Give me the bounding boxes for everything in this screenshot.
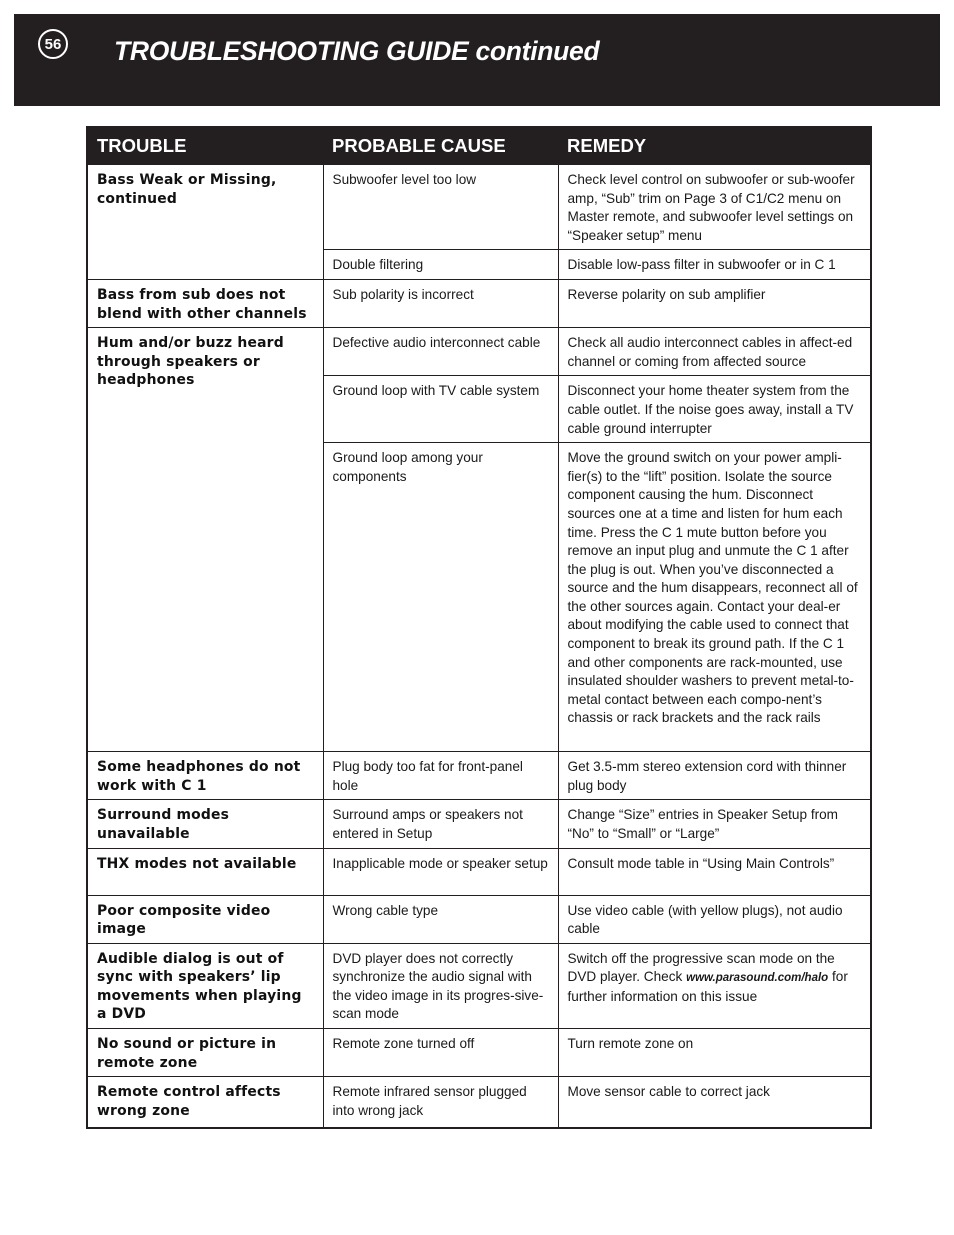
remedy-cell: Use video cable (with yellow plugs), not audio cable bbox=[558, 895, 871, 943]
remedy-cell: Move sensor cable to correct jack bbox=[558, 1077, 871, 1128]
website-url: www.parasound.com/halo bbox=[686, 972, 829, 985]
cause-cell: Subwoofer level too low bbox=[323, 165, 558, 250]
table-row bbox=[87, 165, 871, 250]
remedy-cell: Move the ground switch on your power ampli-fier(s) to the “lift” position. Isolate the source component causing the hum. Disconnect sources one at a time and listen for hum each time. Press the C 1 mute button before you remove an input plug and unmute the C 1 after the plug is out. When you’ve disconnected a source and the hum disappears, reconnect all of the other sources again. Contact your deal-er about modifying the cable used to connect that component to break its ground path. If the C 1 and other components are rack-mounted, use insulated shoulder washers to prevent metal-to-metal contact between each compo-nent’s chassis or rack brackets and the rack rails bbox=[558, 443, 871, 752]
cause-cell: Surround amps or speakers not entered in Setup bbox=[323, 800, 558, 848]
table-row bbox=[87, 943, 871, 1028]
page-title: TROUBLESHOOTING GUIDE continued bbox=[114, 36, 600, 66]
cause-cell: Ground loop among your components bbox=[323, 443, 558, 752]
trouble-cell: Hum and/or buzz heard through speakers or headphones bbox=[87, 328, 323, 752]
cause-cell: Remote zone turned off bbox=[323, 1029, 558, 1077]
trouble-cell: Surround modes unavailable bbox=[87, 800, 323, 848]
cause-cell: Plug body too fat for front-panel hole bbox=[323, 752, 558, 800]
page-number-badge: 56 bbox=[38, 29, 68, 59]
cause-cell: Defective audio interconnect cable bbox=[323, 328, 558, 376]
troubleshooting-table bbox=[86, 126, 872, 1129]
column-header-remedy: REMEDY bbox=[558, 127, 871, 165]
table-row bbox=[87, 1077, 871, 1128]
column-header-trouble: TROUBLE bbox=[87, 127, 323, 165]
trouble-cell: No sound or picture in remote zone bbox=[87, 1029, 323, 1077]
cause-cell: Wrong cable type bbox=[323, 895, 558, 943]
table-row bbox=[87, 328, 871, 376]
remedy-cell: Turn remote zone on bbox=[558, 1029, 871, 1077]
remedy-text: Switch off the progressive scan mode on the DVD player. Check bbox=[567, 950, 835, 985]
remedy-cell: Reverse polarity on sub amplifier bbox=[558, 279, 871, 327]
table-row bbox=[87, 1029, 871, 1077]
remedy-cell: Disable low-pass filter in subwoofer or in C 1 bbox=[558, 250, 871, 280]
cause-cell: Ground loop with TV cable system bbox=[323, 376, 558, 443]
trouble-cell: Poor composite video image bbox=[87, 895, 323, 943]
remedy-cell: Check level control on subwoofer or sub-woofer amp, “Sub” trim on Page 3 of C1/C2 menu on Master remote, and subwoofer level settings on “Speaker setup” menu bbox=[558, 165, 871, 250]
trouble-cell: Audible dialog is out of sync with speakers’ lip movements when playing a DVD bbox=[87, 943, 323, 1028]
remedy-cell bbox=[558, 943, 871, 1028]
trouble-cell: Bass from sub does not blend with other channels bbox=[87, 279, 323, 327]
trouble-cell: Some headphones do not work with C 1 bbox=[87, 752, 323, 800]
remedy-cell: Check all audio interconnect cables in affect-ed channel or coming from affected source bbox=[558, 328, 871, 376]
table-row bbox=[87, 848, 871, 895]
remedy-cell: Get 3.5-mm stereo extension cord with thinner plug body bbox=[558, 752, 871, 800]
table-row bbox=[87, 895, 871, 943]
remedy-cell: Disconnect your home theater system from the cable outlet. If the noise goes away, install a TV cable ground interrupter bbox=[558, 376, 871, 443]
table-row bbox=[87, 800, 871, 848]
trouble-cell: Remote control affects wrong zone bbox=[87, 1077, 323, 1128]
remedy-text: for further information on this issue bbox=[567, 969, 848, 1004]
table-row bbox=[87, 279, 871, 327]
table-row bbox=[87, 752, 871, 800]
cause-cell: Remote infrared sensor plugged into wrong jack bbox=[323, 1077, 558, 1128]
cause-cell: Sub polarity is incorrect bbox=[323, 279, 558, 327]
table-header-row bbox=[87, 127, 871, 165]
trouble-cell: Bass Weak or Missing, continued bbox=[87, 165, 323, 280]
cause-cell: Inapplicable mode or speaker setup bbox=[323, 848, 558, 895]
remedy-cell: Change “Size” entries in Speaker Setup from “No” to “Small” or “Large” bbox=[558, 800, 871, 848]
remedy-cell: Consult mode table in “Using Main Controls” bbox=[558, 848, 871, 895]
trouble-cell: THX modes not available bbox=[87, 848, 323, 895]
cause-cell: Double filtering bbox=[323, 250, 558, 280]
column-header-cause: PROBABLE CAUSE bbox=[323, 127, 558, 165]
cause-cell: DVD player does not correctly synchronize the audio signal with the video image in its progres-sive-scan mode bbox=[323, 943, 558, 1028]
